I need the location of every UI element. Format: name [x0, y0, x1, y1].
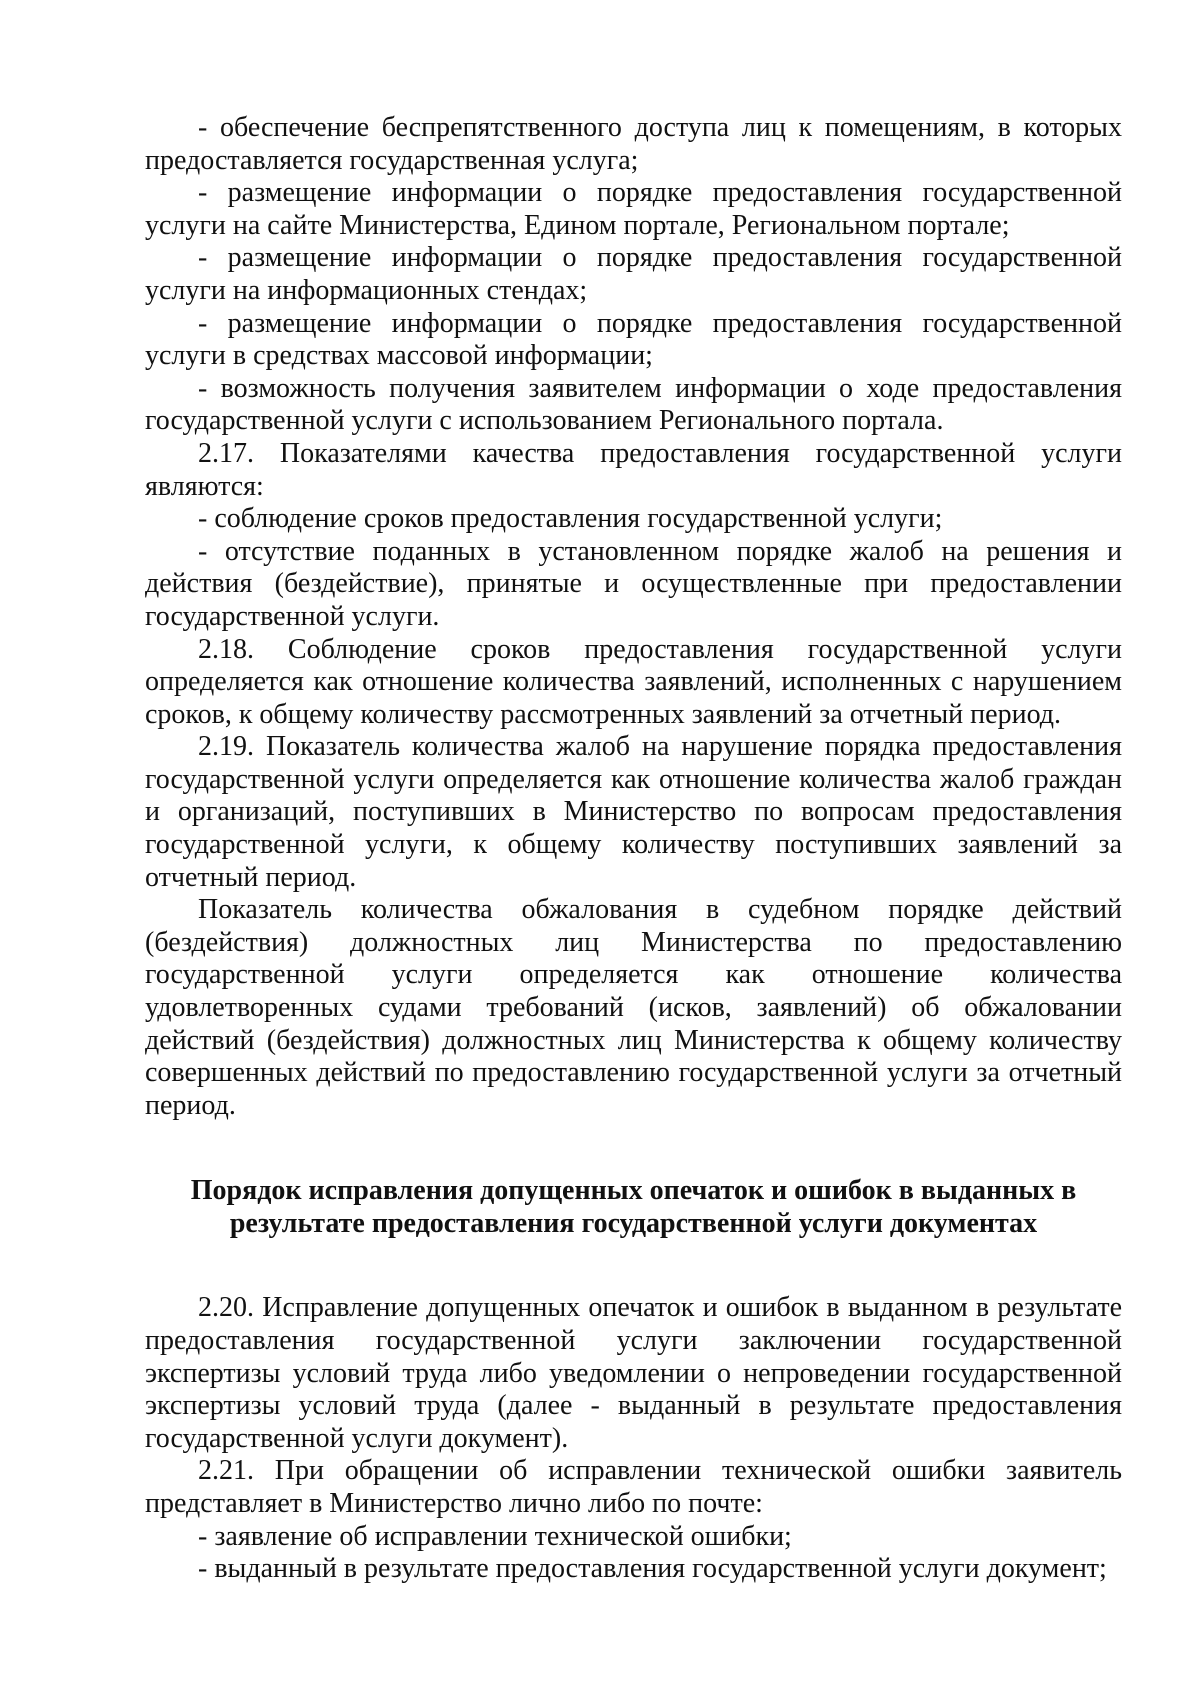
section-heading — [145, 1174, 1122, 1240]
paragraph: 2.19. Показатель количества жалоб на нарушение порядка предоставления государственной услуги определяется как отношение количества жалоб граждан и организаций, поступивших в Министерство по вопросам предоставления государственной услуги, к общему количеству поступивших заявлений за отчетный период. — [145, 731, 1122, 893]
paragraph: - возможность получения заявителем информации о ходе предоставления государственной услуги с использованием Регионального портала. — [145, 372, 1122, 437]
section-heading-line: результате предоставления государственной услуги документах — [229, 1208, 1038, 1240]
paragraph: - размещение информации о порядке предоставления государственной услуги в средствах массовой информации; — [145, 307, 1122, 372]
paragraph: - обеспечение беспрепятственного доступа лиц к помещениям, в которых предоставляется государственная услуга; — [145, 112, 1122, 176]
paragraph: - заявление об исправлении технической ошибки; — [198, 1520, 792, 1552]
paragraph: 2.18. Соблюдение сроков предоставления государственной услуги определяется как отношение количества заявлений, исполненных с нарушением сроков, к общему количеству рассмотренных заявлений за отчетный период. — [145, 633, 1122, 730]
paragraph: 2.21. При обращении об исправлении технической ошибки заявитель представляет в Министерство лично либо по почте: — [145, 1455, 1122, 1519]
paragraph: - соблюдение сроков предоставления государственной услуги; — [198, 503, 943, 535]
section-heading-line: Порядок исправления допущенных опечаток и ошибок в выданных в — [190, 1175, 1077, 1207]
paragraph: - размещение информации о порядке предоставления государственной услуги на информационных стендах; — [145, 242, 1122, 306]
paragraph: - размещение информации о порядке предоставления государственной услуги на сайте Министерства, Едином портале, Региональном портале; — [145, 177, 1122, 241]
paragraph: Показатель количества обжалования в судебном порядке действий (бездействия) должностных лиц Министерства по предоставлению государственной услуги определяется как отношение количества удовлетворенных судами требований (исков, заявлений) об обжаловании действий (бездействия) должностных лиц Министерства к общему количеству совершенных действий по предоставлению государственной услуги за отчетный период. — [145, 894, 1122, 1121]
paragraph: - отсутствие поданных в установленном порядке жалоб на решения и действия (бездействие), принятые и осуществленные при предоставлении государственной услуги. — [145, 535, 1122, 632]
paragraph: 2.20. Исправление допущенных опечаток и ошибок в выданном в результате предоставления государственной услуги заключении государственной экспертизы условий труда либо уведомлении о непроведении государственной экспертизы условий труда (далее - выданный в результате предоставления государственной услуги документ). — [145, 1292, 1122, 1454]
document-page — [145, 112, 1122, 1586]
paragraph: 2.17. Показателями качества предоставления государственной услуги являются: — [145, 437, 1122, 502]
paragraph: - выданный в результате предоставления государственной услуги документ; — [198, 1553, 1107, 1585]
